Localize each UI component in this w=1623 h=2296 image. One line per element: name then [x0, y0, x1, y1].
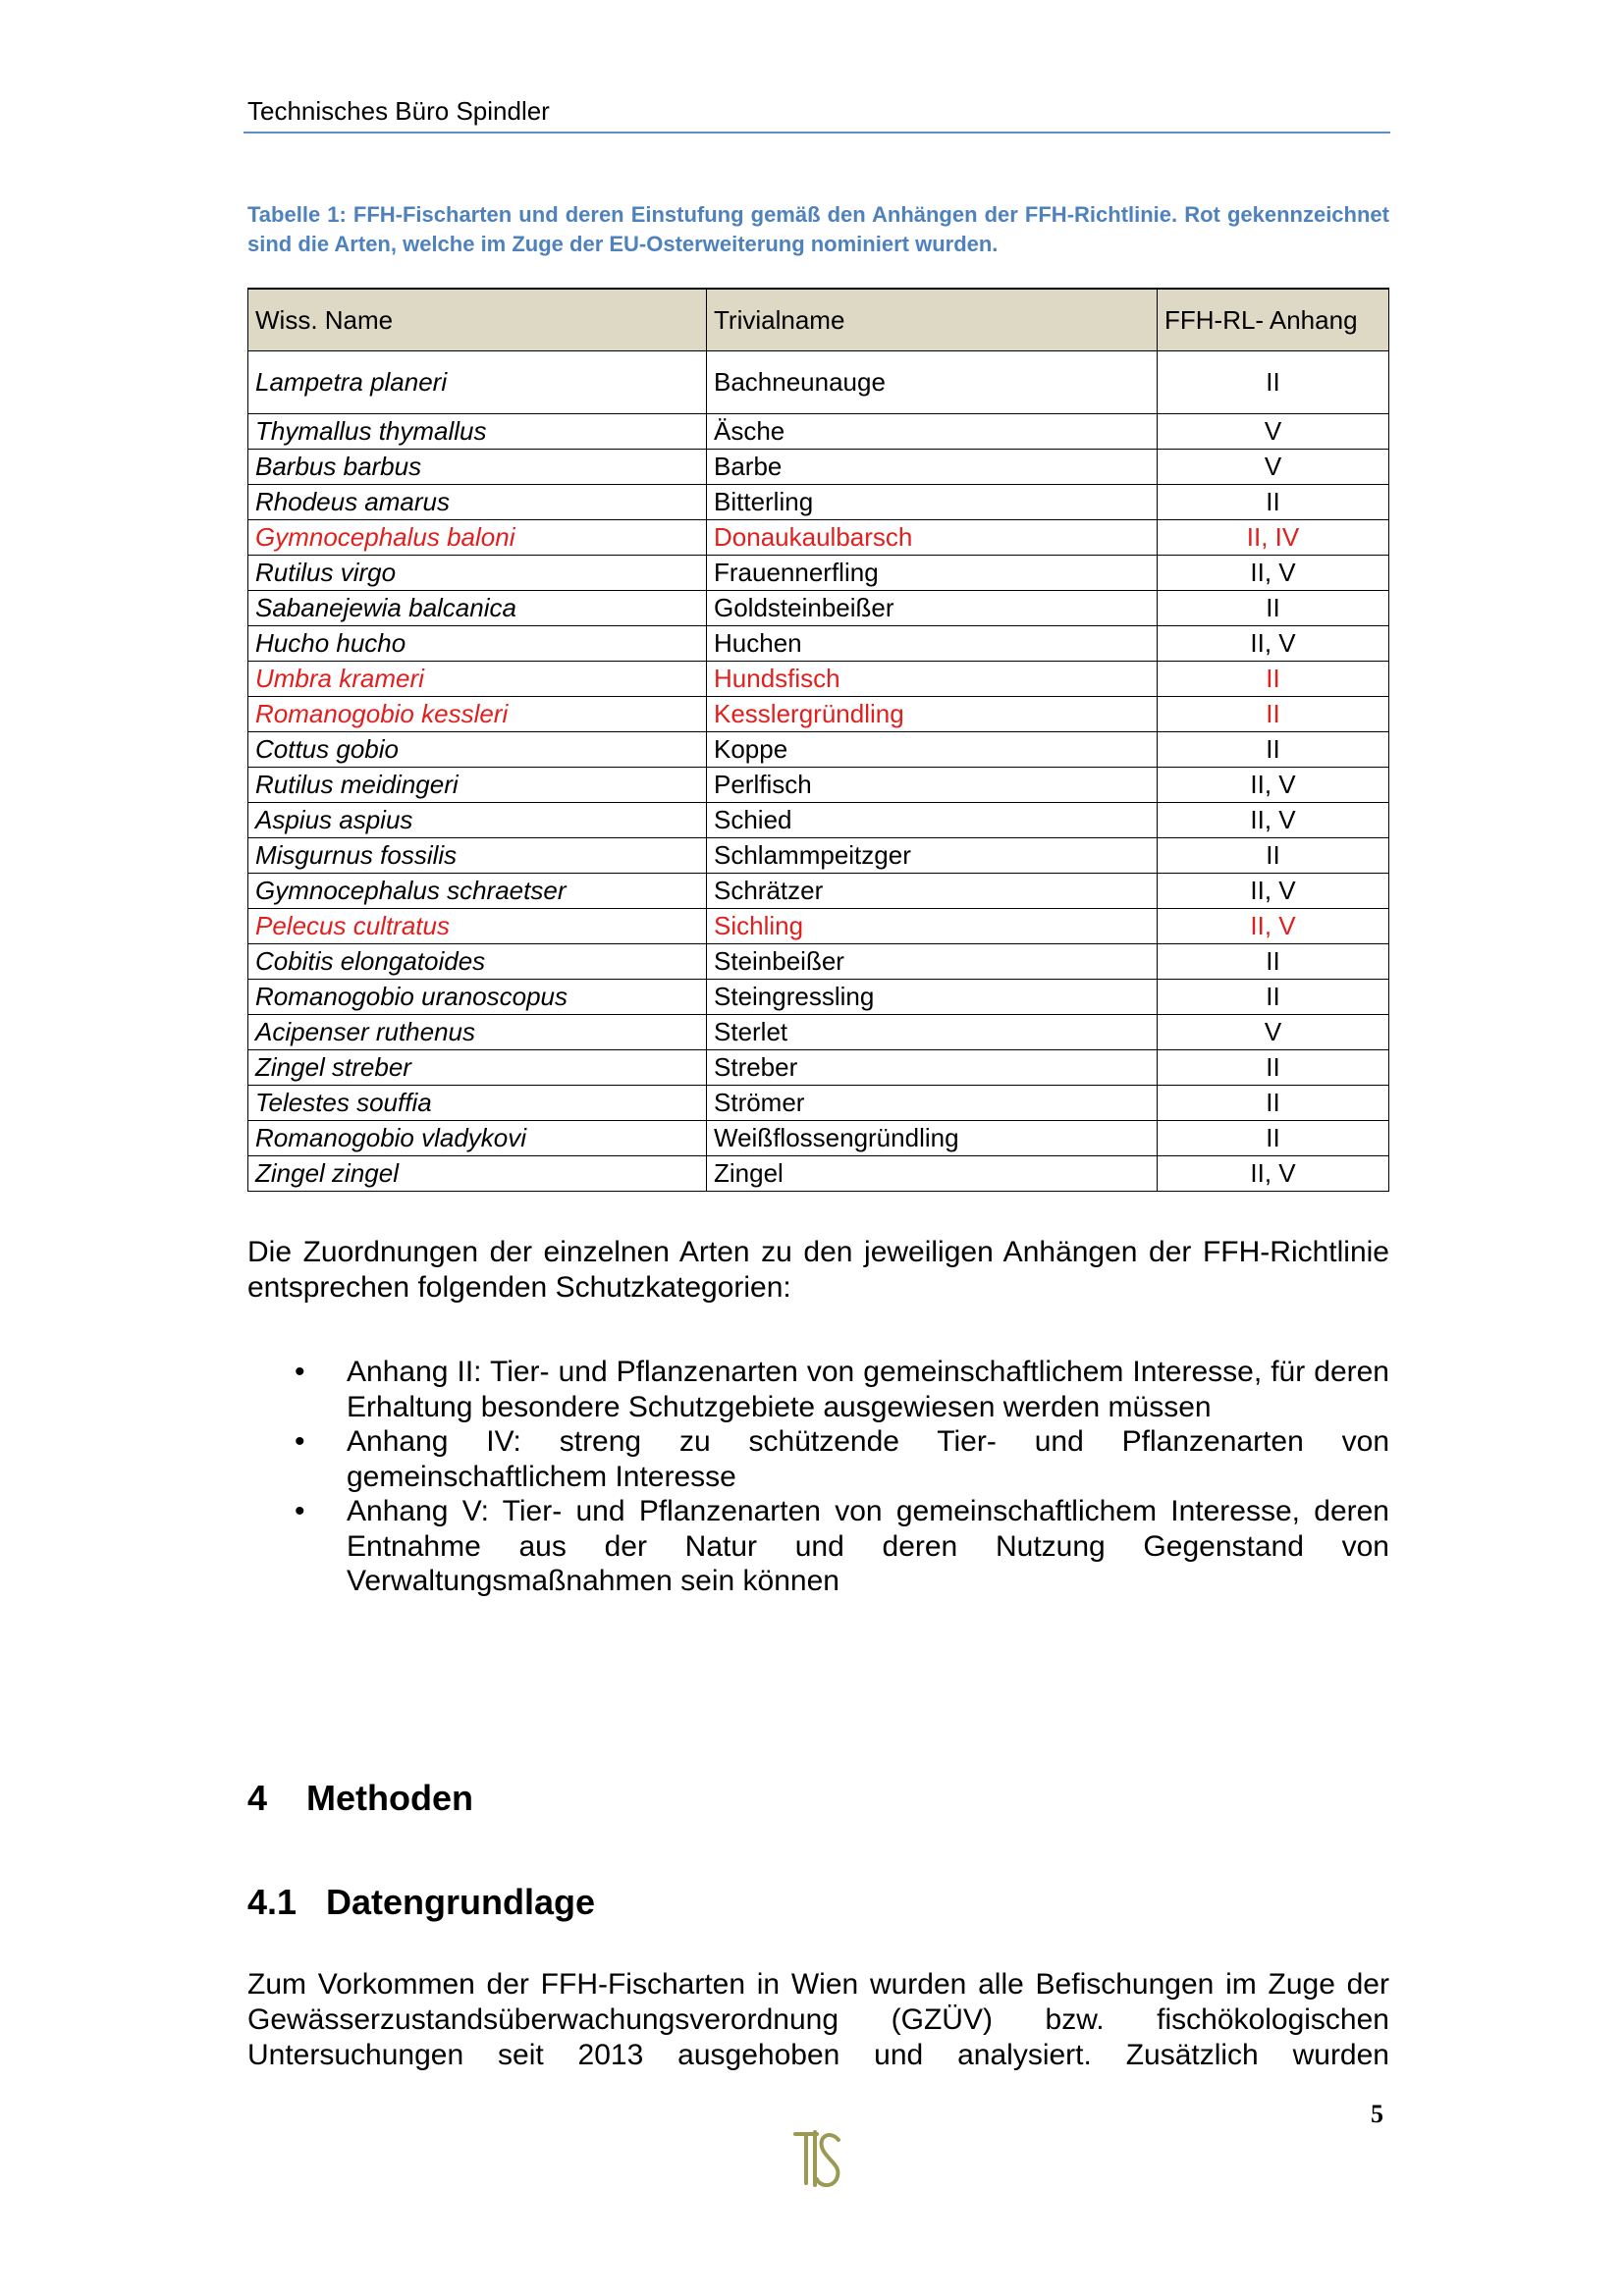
table-row — [248, 626, 1389, 662]
section-title: Methoden — [306, 1778, 473, 1818]
common-name-cell: Schlammpeitzger — [707, 838, 1158, 874]
table-row — [248, 414, 1389, 450]
annex-cell: II — [1158, 944, 1389, 980]
common-name-cell: Sterlet — [707, 1015, 1158, 1050]
scientific-name-cell: Acipenser ruthenus — [248, 1015, 707, 1050]
running-header: Technisches Büro Spindler — [247, 96, 550, 126]
table-row — [248, 1015, 1389, 1050]
common-name-cell: Schied — [707, 803, 1158, 838]
annex-text: Anhang V: Tier- und Pflanzenarten von gemeinschaftlichem Interesse, deren Entnahme aus der Natur und deren Nutzung Gegenstand von Verwaltungsmaßnahmen sein können — [347, 1495, 1389, 1597]
common-name-cell: Hundsfisch — [707, 662, 1158, 697]
annex-cell: II, V — [1158, 1156, 1389, 1192]
annex-cell: II — [1158, 732, 1389, 768]
scientific-name-cell: Cottus gobio — [248, 732, 707, 768]
scientific-name-cell: Lampetra planeri — [248, 351, 707, 414]
common-name-cell: Weißflossengründling — [707, 1121, 1158, 1156]
common-name-cell: Barbe — [707, 450, 1158, 485]
bullet: • — [295, 1356, 305, 1388]
annex-cell: II, V — [1158, 803, 1389, 838]
common-name-cell: Steinbeißer — [707, 944, 1158, 980]
table-row — [248, 803, 1389, 838]
annex-cell: V — [1158, 414, 1389, 450]
table-caption: Tabelle 1: FFH-Fischarten und deren Einstufung gemäß den Anhängen der FFH-Richtlinie. Rot gekennzeichnet sind die Arten, welche im Zuge der EU-Osterweiterung nominiert wurden. — [247, 202, 1389, 256]
list-item — [247, 1355, 1389, 1424]
company-logo-icon — [791, 2126, 846, 2191]
intro-paragraph: Die Zuordnungen der einzelnen Arten zu den jeweiligen Anhängen der FFH-Richtlinie entsprechen folgenden Schutzkategorien: — [247, 1236, 1389, 1304]
common-name-cell: Schrätzer — [707, 874, 1158, 909]
scientific-name-cell: Pelecus cultratus — [248, 909, 707, 944]
scientific-name-cell: Barbus barbus — [248, 450, 707, 485]
list-item — [247, 1424, 1389, 1494]
table-row — [248, 351, 1389, 414]
common-name-cell: Frauennerfling — [707, 556, 1158, 591]
subsection-number: 4.1 — [247, 1882, 298, 1922]
annex-cell: II, IV — [1158, 520, 1389, 556]
common-name-cell: Sichling — [707, 909, 1158, 944]
common-name-cell: Perlfisch — [707, 768, 1158, 803]
scientific-name-cell: Aspius aspius — [248, 803, 707, 838]
table-row — [248, 1121, 1389, 1156]
annex-cell: II — [1158, 1086, 1389, 1121]
annex-cell: II, V — [1158, 874, 1389, 909]
annex-cell: II, V — [1158, 909, 1389, 944]
common-name-cell: Huchen — [707, 626, 1158, 662]
common-name-cell: Streber — [707, 1050, 1158, 1086]
annex-cell: II — [1158, 697, 1389, 732]
table-row — [248, 591, 1389, 626]
scientific-name-cell: Romanogobio kessleri — [248, 697, 707, 732]
scientific-name-cell: Sabanejewia balcanica — [248, 591, 707, 626]
common-name-cell: Bitterling — [707, 485, 1158, 520]
table-row — [248, 1050, 1389, 1086]
page-number: 5 — [1371, 2100, 1383, 2128]
annex-cell: II — [1158, 1121, 1389, 1156]
table-body — [248, 351, 1389, 1192]
annex-cell: II — [1158, 591, 1389, 626]
annex-cell: V — [1158, 1015, 1389, 1050]
scientific-name-cell: Hucho hucho — [248, 626, 707, 662]
data-paragraph: Zum Vorkommen der FFH-Fischarten in Wien wurden alle Befischungen im Zuge der Gewässerzustandsüberwachungsverordnung (GZÜV) bzw. fischökologischen Untersuchungen seit 2013 ausgehoben und analysiert. Zusätzlich wurden — [247, 1968, 1389, 2071]
section-heading — [247, 1778, 473, 1819]
annex-cell: II — [1158, 838, 1389, 874]
common-name-cell: Kesslergründling — [707, 697, 1158, 732]
table-row — [248, 450, 1389, 485]
common-name-cell: Koppe — [707, 732, 1158, 768]
annex-cell: II — [1158, 1050, 1389, 1086]
table-row — [248, 485, 1389, 520]
table-header-row — [248, 289, 1389, 351]
list-item — [247, 1494, 1389, 1599]
scientific-name-cell: Rutilus meidingeri — [248, 768, 707, 803]
scientific-name-cell: Romanogobio uranoscopus — [248, 980, 707, 1015]
table-row — [248, 768, 1389, 803]
annex-text: Anhang II: Tier- und Pflanzenarten von gemeinschaftlichem Interesse, für deren Erhaltung besondere Schutzgebiete ausgewiesen werden müssen — [347, 1356, 1389, 1423]
annex-cell: II, V — [1158, 556, 1389, 591]
table-row — [248, 732, 1389, 768]
table-row — [248, 520, 1389, 556]
scientific-name-cell: Thymallus thymallus — [248, 414, 707, 450]
ffh-fish-table — [247, 288, 1389, 1192]
common-name-cell: Strömer — [707, 1086, 1158, 1121]
subsection-heading — [247, 1882, 595, 1923]
table-row — [248, 909, 1389, 944]
scientific-name-cell: Zingel streber — [248, 1050, 707, 1086]
scientific-name-cell: Misgurnus fossilis — [248, 838, 707, 874]
bullet: • — [295, 1495, 305, 1527]
annex-cell: II, V — [1158, 768, 1389, 803]
common-name-cell: Äsche — [707, 414, 1158, 450]
common-name-cell: Steingressling — [707, 980, 1158, 1015]
common-name-cell: Donaukaulbarsch — [707, 520, 1158, 556]
column-header-scientific-name: Wiss. Name — [248, 289, 707, 351]
scientific-name-cell: Telestes souffia — [248, 1086, 707, 1121]
table-row — [248, 662, 1389, 697]
annex-cell: II — [1158, 485, 1389, 520]
table-row — [248, 874, 1389, 909]
scientific-name-cell: Cobitis elongatoides — [248, 944, 707, 980]
common-name-cell: Bachneunauge — [707, 351, 1158, 414]
table-row — [248, 838, 1389, 874]
common-name-cell: Zingel — [707, 1156, 1158, 1192]
common-name-cell: Goldsteinbeißer — [707, 591, 1158, 626]
annex-cell: II — [1158, 351, 1389, 414]
section-number: 4 — [247, 1778, 268, 1818]
annex-cell: V — [1158, 450, 1389, 485]
table-row — [248, 944, 1389, 980]
scientific-name-cell: Umbra krameri — [248, 662, 707, 697]
header-rule — [243, 132, 1390, 133]
table-row — [248, 1156, 1389, 1192]
scientific-name-cell: Gymnocephalus baloni — [248, 520, 707, 556]
table-row — [248, 697, 1389, 732]
column-header-annex: FFH-RL- Anhang — [1158, 289, 1389, 351]
scientific-name-cell: Zingel zingel — [248, 1156, 707, 1192]
annex-cell: II, V — [1158, 626, 1389, 662]
annex-cell: II — [1158, 980, 1389, 1015]
annex-text: Anhang IV: streng zu schützende Tier- und Pflanzenarten von gemeinschaftlichem Interesse — [347, 1425, 1389, 1493]
scientific-name-cell: Rutilus virgo — [248, 556, 707, 591]
scientific-name-cell: Rhodeus amarus — [248, 485, 707, 520]
column-header-common-name: Trivialname — [707, 289, 1158, 351]
scientific-name-cell: Romanogobio vladykovi — [248, 1121, 707, 1156]
subsection-title: Datengrundlage — [326, 1882, 596, 1922]
table-row — [248, 980, 1389, 1015]
annex-cell: II — [1158, 662, 1389, 697]
table-row — [248, 556, 1389, 591]
bullet: • — [295, 1425, 305, 1458]
annex-list — [247, 1355, 1389, 1599]
table-row — [248, 1086, 1389, 1121]
scientific-name-cell: Gymnocephalus schraetser — [248, 874, 707, 909]
